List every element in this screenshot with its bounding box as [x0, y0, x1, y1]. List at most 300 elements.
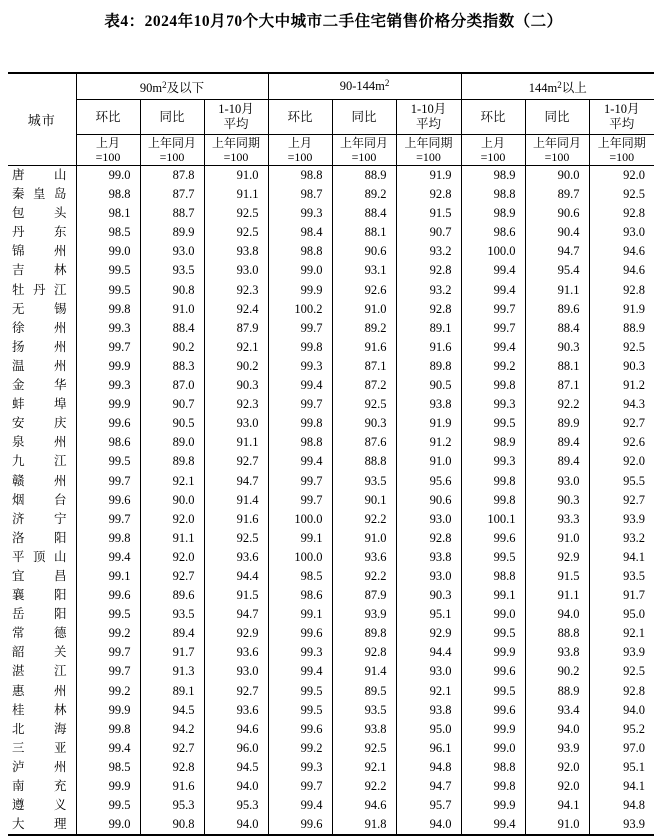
value-cell: 99.4 — [76, 739, 140, 758]
value-cell: 92.1 — [396, 682, 461, 701]
value-cell: 99.2 — [268, 739, 332, 758]
city-name-text: 温 州 — [12, 358, 67, 373]
value-cell: 91.1 — [140, 529, 204, 548]
header-row-metrics — [8, 100, 654, 135]
value-cell: 93.8 — [204, 242, 268, 261]
superscript: 2 — [384, 78, 390, 88]
value-cell: 92.5 — [332, 395, 396, 414]
group-label-post: 及以下 — [166, 80, 205, 95]
city-name-text: 吉 林 — [12, 263, 67, 278]
value-cell: 99.7 — [268, 777, 332, 796]
base-line2: =100 — [287, 150, 313, 164]
value-cell: 90.2 — [140, 338, 204, 357]
city-name — [8, 643, 76, 662]
value-cell: 94.5 — [204, 758, 268, 777]
value-cell: 94.2 — [140, 720, 204, 739]
city-name — [8, 357, 76, 376]
value-cell: 99.9 — [268, 281, 332, 300]
value-cell: 90.5 — [140, 414, 204, 433]
value-cell: 98.8 — [76, 185, 140, 204]
value-cell: 90.3 — [396, 586, 461, 605]
value-cell: 91.5 — [396, 204, 461, 223]
value-cell: 94.7 — [204, 472, 268, 491]
city-name-text: 北 海 — [12, 721, 67, 736]
value-cell: 93.6 — [332, 548, 396, 567]
value-cell: 91.9 — [396, 414, 461, 433]
value-cell: 92.1 — [204, 338, 268, 357]
value-cell: 93.8 — [332, 720, 396, 739]
city-name-text: 金 华 — [12, 378, 67, 393]
city-name-text: 蚌 埠 — [12, 397, 67, 412]
value-cell: 93.2 — [589, 529, 654, 548]
table-row — [8, 472, 654, 491]
value-cell: 90.0 — [140, 491, 204, 510]
base-line1: 上月 — [481, 136, 506, 150]
avg-header-line1: 1-10月 — [604, 102, 640, 116]
value-cell: 99.7 — [268, 491, 332, 510]
value-cell: 91.2 — [396, 433, 461, 452]
value-cell: 92.9 — [204, 624, 268, 643]
value-cell: 95.2 — [589, 720, 654, 739]
value-cell: 99.4 — [268, 452, 332, 471]
value-cell: 90.8 — [140, 281, 204, 300]
value-cell: 89.2 — [332, 185, 396, 204]
table-row — [8, 548, 654, 567]
avg-header-line1: 1-10月 — [218, 102, 254, 116]
value-cell: 92.1 — [589, 624, 654, 643]
value-cell: 93.9 — [589, 815, 654, 835]
table-row — [8, 261, 654, 280]
value-cell: 91.6 — [396, 338, 461, 357]
value-cell: 99.7 — [268, 319, 332, 338]
value-cell: 95.1 — [589, 758, 654, 777]
value-cell: 92.6 — [332, 281, 396, 300]
table-row — [8, 204, 654, 223]
value-cell: 92.8 — [589, 204, 654, 223]
superscript: 2 — [557, 79, 562, 90]
value-cell: 98.8 — [461, 758, 525, 777]
value-cell: 91.6 — [204, 510, 268, 529]
value-cell: 99.0 — [76, 166, 140, 186]
value-cell: 87.6 — [332, 433, 396, 452]
value-cell: 99.3 — [461, 395, 525, 414]
value-cell: 92.6 — [589, 433, 654, 452]
value-cell: 98.8 — [268, 242, 332, 261]
city-name-text: 平 顶 山 — [12, 549, 67, 564]
value-cell: 94.1 — [525, 796, 589, 815]
value-cell: 92.8 — [396, 300, 461, 319]
city-name — [8, 319, 76, 338]
value-cell: 99.5 — [461, 624, 525, 643]
table-row — [8, 357, 654, 376]
value-cell: 93.1 — [332, 261, 396, 280]
base-line1: 上年同月 — [339, 136, 388, 150]
value-cell: 98.9 — [461, 204, 525, 223]
city-name — [8, 261, 76, 280]
table-row — [8, 414, 654, 433]
table-row — [8, 452, 654, 471]
value-cell: 99.9 — [76, 357, 140, 376]
value-cell: 88.7 — [140, 204, 204, 223]
value-cell: 99.8 — [268, 338, 332, 357]
value-cell: 99.7 — [268, 472, 332, 491]
value-cell: 91.8 — [332, 815, 396, 835]
table-row — [8, 720, 654, 739]
base-line2: =100 — [480, 150, 506, 164]
value-cell: 94.6 — [204, 720, 268, 739]
table-row — [8, 682, 654, 701]
value-cell: 99.5 — [76, 261, 140, 280]
value-cell: 99.9 — [461, 720, 525, 739]
value-cell: 93.0 — [204, 662, 268, 681]
group-header-144-above — [461, 73, 654, 100]
value-cell: 92.7 — [140, 739, 204, 758]
city-name-text: 岳 阳 — [12, 607, 67, 622]
value-cell: 92.8 — [396, 185, 461, 204]
value-cell: 94.0 — [396, 815, 461, 835]
value-cell: 92.5 — [204, 223, 268, 242]
value-cell: 99.1 — [461, 586, 525, 605]
value-cell: 94.0 — [204, 777, 268, 796]
table-row — [8, 242, 654, 261]
value-cell: 90.7 — [140, 395, 204, 414]
table-row — [8, 739, 654, 758]
value-cell: 99.5 — [76, 281, 140, 300]
value-cell: 93.0 — [204, 261, 268, 280]
table-row — [8, 491, 654, 510]
base-line2: =100 — [95, 150, 121, 164]
base-avg-header — [589, 135, 654, 166]
value-cell: 87.1 — [332, 357, 396, 376]
value-cell: 94.1 — [589, 548, 654, 567]
value-cell: 93.8 — [396, 548, 461, 567]
avg-header — [589, 100, 654, 135]
value-cell: 88.4 — [140, 319, 204, 338]
yoy-header: 同比 — [140, 100, 204, 135]
value-cell: 91.0 — [525, 815, 589, 835]
value-cell: 95.0 — [396, 720, 461, 739]
value-cell: 91.9 — [589, 300, 654, 319]
value-cell: 87.2 — [332, 376, 396, 395]
value-cell: 92.4 — [204, 300, 268, 319]
value-cell: 93.9 — [589, 510, 654, 529]
value-cell: 93.0 — [140, 242, 204, 261]
value-cell: 93.0 — [396, 510, 461, 529]
city-name-text: 秦 皇 岛 — [12, 187, 67, 202]
value-cell: 91.2 — [589, 376, 654, 395]
value-cell: 94.0 — [525, 720, 589, 739]
value-cell: 92.0 — [589, 452, 654, 471]
value-cell: 88.3 — [140, 357, 204, 376]
group-label-pre: 90m — [139, 80, 163, 95]
base-avg-header — [396, 135, 461, 166]
table-row — [8, 433, 654, 452]
city-name-text: 湛 江 — [12, 664, 67, 679]
value-cell: 99.4 — [268, 796, 332, 815]
city-name — [8, 624, 76, 643]
value-cell: 92.0 — [525, 777, 589, 796]
base-mom-header — [461, 135, 525, 166]
value-cell: 89.4 — [140, 624, 204, 643]
value-cell: 91.1 — [204, 185, 268, 204]
table-row — [8, 281, 654, 300]
value-cell: 92.8 — [140, 758, 204, 777]
city-name-text: 安 庆 — [12, 416, 67, 431]
city-name — [8, 796, 76, 815]
base-line2: =100 — [416, 150, 441, 164]
value-cell: 90.3 — [204, 376, 268, 395]
value-cell: 94.6 — [332, 796, 396, 815]
city-name-text: 洛 阳 — [12, 530, 67, 545]
value-cell: 92.8 — [396, 529, 461, 548]
value-cell: 92.5 — [589, 338, 654, 357]
city-name-text: 赣 州 — [12, 473, 67, 488]
value-cell: 90.2 — [204, 357, 268, 376]
city-name-text: 惠 州 — [12, 683, 67, 698]
value-cell: 89.2 — [332, 319, 396, 338]
value-cell: 89.1 — [140, 682, 204, 701]
value-cell: 91.1 — [525, 586, 589, 605]
table-row — [8, 395, 654, 414]
value-cell: 99.8 — [76, 529, 140, 548]
value-cell: 87.1 — [525, 376, 589, 395]
value-cell: 99.9 — [76, 395, 140, 414]
value-cell: 93.5 — [589, 567, 654, 586]
value-cell: 99.4 — [461, 815, 525, 835]
value-cell: 95.5 — [589, 472, 654, 491]
value-cell: 91.6 — [332, 338, 396, 357]
value-cell: 98.8 — [461, 185, 525, 204]
avg-header — [396, 100, 461, 135]
city-name — [8, 452, 76, 471]
value-cell: 99.4 — [76, 548, 140, 567]
value-cell: 91.4 — [332, 662, 396, 681]
value-cell: 94.1 — [589, 777, 654, 796]
value-cell: 99.1 — [268, 605, 332, 624]
value-cell: 94.4 — [204, 567, 268, 586]
value-cell: 91.1 — [204, 433, 268, 452]
value-cell: 99.5 — [461, 414, 525, 433]
city-name-text: 大 理 — [12, 817, 67, 832]
value-cell: 96.0 — [204, 739, 268, 758]
value-cell: 99.3 — [268, 643, 332, 662]
table-row — [8, 338, 654, 357]
value-cell: 95.6 — [396, 472, 461, 491]
city-name — [8, 376, 76, 395]
value-cell: 93.9 — [332, 605, 396, 624]
value-cell: 95.4 — [525, 261, 589, 280]
value-cell: 89.1 — [396, 319, 461, 338]
value-cell: 97.0 — [589, 739, 654, 758]
page-title: 表4：2024年10月70个大中城市二手住宅销售价格分类指数（二） — [104, 13, 563, 30]
city-name-text: 丹 东 — [12, 225, 67, 240]
value-cell: 99.8 — [461, 491, 525, 510]
group-label-pre: 90-144m — [339, 79, 385, 93]
city-name — [8, 395, 76, 414]
value-cell: 90.6 — [332, 242, 396, 261]
city-name — [8, 777, 76, 796]
city-name — [8, 491, 76, 510]
value-cell: 92.0 — [140, 548, 204, 567]
value-cell: 98.7 — [268, 185, 332, 204]
value-cell: 100.0 — [268, 510, 332, 529]
mom-header: 环比 — [461, 100, 525, 135]
value-cell: 94.0 — [204, 815, 268, 835]
value-cell: 99.5 — [268, 701, 332, 720]
value-cell: 95.0 — [589, 605, 654, 624]
table-row — [8, 300, 654, 319]
value-cell: 99.7 — [76, 643, 140, 662]
value-cell: 90.8 — [140, 815, 204, 835]
value-cell: 95.3 — [204, 796, 268, 815]
value-cell: 93.5 — [140, 605, 204, 624]
value-cell: 99.5 — [461, 548, 525, 567]
value-cell: 98.6 — [268, 586, 332, 605]
value-cell: 92.2 — [332, 777, 396, 796]
value-cell: 99.0 — [461, 605, 525, 624]
value-cell: 88.1 — [332, 223, 396, 242]
value-cell: 95.7 — [396, 796, 461, 815]
value-cell: 99.8 — [461, 472, 525, 491]
value-cell: 98.5 — [268, 567, 332, 586]
value-cell: 100.1 — [461, 510, 525, 529]
value-cell: 99.6 — [268, 720, 332, 739]
table-row — [8, 185, 654, 204]
value-cell: 87.9 — [204, 319, 268, 338]
value-cell: 90.3 — [332, 414, 396, 433]
city-name-text: 遵 义 — [12, 798, 67, 813]
base-line1: 上月 — [95, 136, 120, 150]
table-row — [8, 701, 654, 720]
value-cell: 91.0 — [140, 300, 204, 319]
value-cell: 91.4 — [204, 491, 268, 510]
value-cell: 93.3 — [525, 510, 589, 529]
table-row — [8, 758, 654, 777]
table-row — [8, 319, 654, 338]
value-cell: 88.9 — [589, 319, 654, 338]
city-name — [8, 567, 76, 586]
value-cell: 90.3 — [525, 338, 589, 357]
city-name — [8, 204, 76, 223]
value-cell: 93.5 — [332, 472, 396, 491]
value-cell: 99.8 — [76, 720, 140, 739]
base-yoy-header — [140, 135, 204, 166]
city-name — [8, 605, 76, 624]
city-name-text: 牡 丹 江 — [12, 282, 67, 297]
city-name-text: 扬 州 — [12, 339, 67, 354]
city-name — [8, 662, 76, 681]
value-cell: 92.5 — [589, 662, 654, 681]
value-cell: 91.0 — [396, 452, 461, 471]
value-cell: 99.8 — [461, 777, 525, 796]
value-cell: 99.0 — [268, 261, 332, 280]
value-cell: 94.5 — [140, 701, 204, 720]
base-line2: =100 — [223, 150, 249, 164]
city-name — [8, 472, 76, 491]
value-cell: 89.0 — [140, 433, 204, 452]
value-cell: 99.0 — [461, 739, 525, 758]
value-cell: 92.2 — [525, 395, 589, 414]
value-cell: 99.9 — [461, 643, 525, 662]
value-cell: 92.2 — [332, 567, 396, 586]
value-cell: 91.0 — [332, 300, 396, 319]
base-mom-header — [76, 135, 140, 166]
base-yoy-header — [332, 135, 396, 166]
city-name — [8, 720, 76, 739]
value-cell: 88.1 — [525, 357, 589, 376]
mom-header: 环比 — [76, 100, 140, 135]
avg-header — [204, 100, 268, 135]
value-cell: 93.0 — [396, 662, 461, 681]
base-line1: 上年同月 — [533, 136, 582, 150]
value-cell: 87.9 — [332, 586, 396, 605]
value-cell: 99.6 — [76, 491, 140, 510]
value-cell: 92.0 — [589, 166, 654, 186]
table-row — [8, 567, 654, 586]
value-cell: 92.8 — [396, 261, 461, 280]
value-cell: 90.5 — [396, 376, 461, 395]
value-cell: 91.0 — [525, 529, 589, 548]
value-cell: 92.7 — [589, 491, 654, 510]
value-cell: 93.8 — [396, 701, 461, 720]
value-cell: 94.8 — [396, 758, 461, 777]
city-name — [8, 185, 76, 204]
value-cell: 98.1 — [76, 204, 140, 223]
yoy-header: 同比 — [525, 100, 589, 135]
value-cell: 93.0 — [396, 567, 461, 586]
base-avg-header — [204, 135, 268, 166]
city-name-text: 徐 州 — [12, 320, 67, 335]
city-name-text: 韶 关 — [12, 645, 67, 660]
value-cell: 98.5 — [76, 758, 140, 777]
value-cell: 90.6 — [396, 491, 461, 510]
value-cell: 94.4 — [396, 643, 461, 662]
value-cell: 92.5 — [204, 204, 268, 223]
value-cell: 99.5 — [268, 682, 332, 701]
value-cell: 92.8 — [332, 643, 396, 662]
value-cell: 98.6 — [461, 223, 525, 242]
value-cell: 91.9 — [396, 166, 461, 186]
superscript: 2 — [162, 79, 167, 90]
value-cell: 94.7 — [525, 242, 589, 261]
value-cell: 99.7 — [76, 472, 140, 491]
value-cell: 99.3 — [268, 204, 332, 223]
value-cell: 91.1 — [525, 281, 589, 300]
value-cell: 99.4 — [268, 376, 332, 395]
value-cell: 90.7 — [396, 223, 461, 242]
city-name-text: 泉 州 — [12, 435, 67, 450]
value-cell: 92.2 — [332, 510, 396, 529]
value-cell: 98.5 — [76, 223, 140, 242]
value-cell: 92.5 — [204, 529, 268, 548]
value-cell: 99.7 — [461, 300, 525, 319]
city-name — [8, 548, 76, 567]
table-row — [8, 510, 654, 529]
city-name — [8, 300, 76, 319]
value-cell: 99.6 — [461, 662, 525, 681]
value-cell: 99.4 — [461, 261, 525, 280]
table-row — [8, 624, 654, 643]
value-cell: 98.8 — [461, 567, 525, 586]
city-column-header: 城市 — [8, 73, 76, 166]
header-row-base — [8, 135, 654, 166]
value-cell: 89.4 — [525, 433, 589, 452]
value-cell: 93.4 — [525, 701, 589, 720]
value-cell: 99.2 — [461, 357, 525, 376]
value-cell: 99.2 — [76, 624, 140, 643]
value-cell: 99.7 — [76, 338, 140, 357]
value-cell: 92.8 — [589, 281, 654, 300]
